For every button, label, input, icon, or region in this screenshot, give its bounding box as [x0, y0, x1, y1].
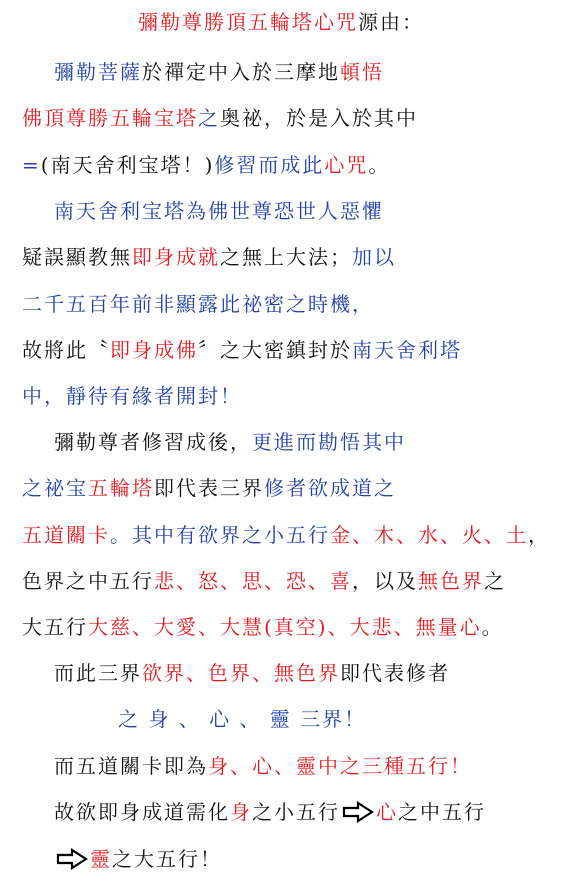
text-segment: 彌勒菩薩 — [54, 60, 142, 84]
text-segment: 修習而成此 — [214, 153, 325, 177]
text-line — [54, 659, 450, 687]
text-segment: 金、木、水、火、土 — [330, 523, 528, 547]
text-segment: 二千五百年前非顯露此祕密之時機， — [22, 292, 374, 316]
text-segment: 之大五行！ — [112, 847, 222, 871]
text-segment: 之中五行 — [398, 800, 486, 824]
text-segment: 頓悟 — [340, 60, 384, 84]
text-line — [54, 197, 384, 225]
text-segment: 悲、怒、思、恐、喜 — [154, 569, 352, 593]
text-line — [22, 382, 242, 410]
text-segment: 身 — [230, 800, 252, 824]
text-segment: 。 — [368, 153, 391, 177]
text-line — [22, 243, 396, 271]
text-segment: 佛頂尊勝五輪宝塔 — [22, 106, 198, 130]
text-line — [118, 705, 366, 733]
text-segment: 彌勒尊者修習成後， — [54, 430, 252, 454]
text-line — [54, 845, 222, 873]
text-segment: 疑誤顯教無 — [22, 245, 132, 269]
text-segment: 五輪塔 — [88, 476, 154, 500]
text-segment: 南天舍利宝塔為佛世尊恐世人惡懼 — [54, 199, 384, 223]
text-line — [54, 428, 406, 456]
text-segment: 南天舍利塔 — [352, 338, 462, 362]
text-line — [54, 752, 472, 780]
text-line — [22, 521, 550, 549]
text-segment: 之 — [484, 569, 506, 593]
text-segment: 故欲即身成道需化 — [54, 800, 230, 824]
text-segment: 更進而勘悟其中 — [252, 430, 406, 454]
text-line — [138, 8, 424, 36]
text-segment: 於禪定中入於三摩地 — [142, 60, 340, 84]
text-segment: 身、心、靈中之三種五行！ — [208, 754, 472, 778]
text-segment: 修者欲成道之 — [264, 476, 396, 500]
text-segment: 加以 — [352, 245, 396, 269]
text-segment: 之小五行 — [252, 800, 340, 824]
text-line — [22, 336, 462, 364]
text-segment: 大五行 — [22, 615, 88, 639]
text-line — [54, 798, 486, 826]
text-segment: 之祕宝 — [22, 476, 88, 500]
text-segment: 而此三界 — [54, 661, 142, 685]
text-segment: 故將此〝 — [22, 338, 110, 362]
text-line — [22, 151, 390, 179]
text-segment: 即代表修者 — [340, 661, 450, 685]
text-segment: 色界之中五行 — [22, 569, 154, 593]
text-segment: 靈 — [90, 847, 112, 871]
text-segment: 五道關卡 — [22, 523, 110, 547]
text-segment: 中，靜待有緣者開封！ — [22, 384, 242, 408]
text-line — [22, 474, 396, 502]
arrow-right-icon — [56, 848, 88, 870]
text-segment: ，以及 — [352, 569, 418, 593]
text-line — [22, 104, 418, 132]
text-segment: 即身成就 — [132, 245, 220, 269]
text-segment: 即身成佛 — [110, 338, 198, 362]
text-segment: 之 身 、 心 、 靈 三界！ — [118, 707, 367, 731]
text-segment: 奥祕，於是入於其中 — [220, 106, 418, 130]
text-segment: 即代表三界 — [154, 476, 264, 500]
text-segment: = — [22, 153, 41, 177]
text-line — [22, 567, 506, 595]
text-segment: 源由： — [358, 10, 424, 34]
text-line — [22, 613, 504, 641]
text-segment: 欲界、色界、無色界 — [142, 661, 340, 685]
text-segment: (南天舍利宝塔！) — [40, 153, 215, 177]
text-segment: 之無上大法； — [220, 245, 352, 269]
text-line — [54, 58, 384, 86]
text-segment: 。 — [481, 615, 504, 639]
text-segment: 大慈、大愛、大慧(真空)、大悲、無量心 — [88, 615, 482, 639]
text-segment: 〞之大密鎮封於 — [198, 338, 352, 362]
text-segment: 而五道關卡即為 — [54, 754, 208, 778]
text-segment: 。其中有欲界之小五行 — [110, 523, 330, 547]
text-segment: 心 — [376, 800, 398, 824]
text-segment: 彌勒尊勝頂五輪塔心咒 — [138, 10, 358, 34]
text-segment: 無色界 — [418, 569, 484, 593]
text-segment: ， — [528, 523, 550, 547]
text-segment: 之 — [198, 106, 220, 130]
arrow-right-icon — [342, 801, 374, 823]
text-segment: 心咒 — [324, 153, 369, 177]
text-line — [22, 290, 374, 318]
